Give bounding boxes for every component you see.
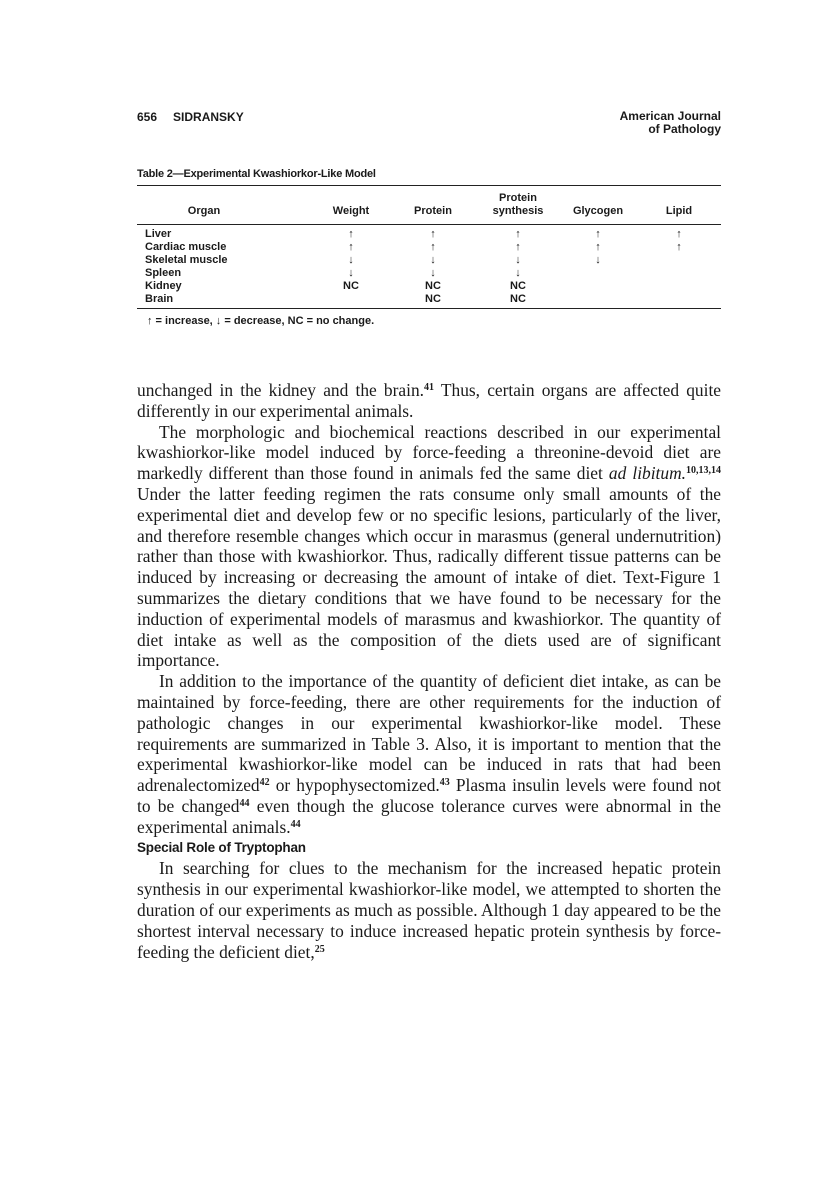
cell-organ: Spleen — [145, 267, 182, 279]
text-span: or hypophysectomized. — [269, 775, 440, 796]
cell-glycogen: ↓ — [595, 254, 601, 266]
cell-organ: Skeletal muscle — [145, 254, 228, 266]
table-row — [137, 241, 721, 254]
cell-lipid: ↑ — [676, 241, 682, 253]
text-span: even though the glucose tolerance curves were abnormal in the experimental animals. — [137, 795, 722, 837]
author-name: SIDRANSKY — [173, 110, 244, 124]
paragraph-2 — [137, 422, 721, 672]
text-span: In addition to the importance of the quantity of deficient diet intake, as can be maintained by force-feeding, there are other requirements for the induction of pathologic changes in our experimental kwashiorkor-like model. These requirements are summarized in Table 3. Also, it is important to mention that the experimental kwashiorkor-like model can be induced in rats that had been adrenalectomized — [137, 671, 721, 796]
col-header-weight: Weight — [332, 205, 370, 217]
cell-protein: ↓ — [430, 254, 436, 266]
table-row — [137, 254, 721, 267]
cell-protein: NC — [425, 293, 441, 305]
paragraph-4 — [137, 858, 721, 962]
journal-name-line1: American Journal — [619, 109, 721, 123]
cell-weight: ↑ — [348, 241, 354, 253]
col-header-synthesis-line2: synthesis — [492, 205, 544, 217]
italic-term: ad libitum. — [608, 463, 686, 484]
cell-glycogen: ↑ — [595, 228, 601, 240]
cell-protein-synthesis: NC — [510, 293, 526, 305]
table-caption: Table 2—Experimental Kwashiorkor-Like Model — [137, 168, 376, 180]
cell-protein: ↑ — [430, 228, 436, 240]
journal-name-line2: of Pathology — [648, 122, 721, 136]
paragraph-3 — [137, 671, 721, 837]
reference-superscript: 10,13,14 — [686, 465, 721, 477]
cell-protein: ↓ — [430, 267, 436, 279]
col-header-protein-synthesis — [475, 192, 561, 218]
paragraph-1 — [137, 380, 721, 422]
cell-weight: ↑ — [348, 228, 354, 240]
reference-superscript: 43 — [439, 777, 450, 789]
table-row — [137, 228, 721, 241]
table-bottom-rule — [137, 308, 721, 309]
cell-weight: ↓ — [348, 267, 354, 279]
cell-protein-synthesis: ↑ — [515, 241, 521, 253]
data-table — [137, 185, 721, 327]
text-span: Plasma insulin levels were found not to be changed — [137, 775, 721, 816]
reference-superscript: 44 — [290, 818, 301, 830]
reference-superscript: 41 — [424, 382, 435, 393]
col-header-protein: Protein — [414, 205, 452, 217]
page-number: 656 — [137, 110, 158, 124]
cell-organ: Brain — [145, 293, 174, 305]
section-heading: Special Role of Tryptophan — [137, 839, 306, 855]
cell-glycogen: ↑ — [595, 241, 601, 253]
table-row — [137, 280, 721, 293]
reference-superscript: 44 — [239, 797, 250, 809]
table-header-row — [137, 186, 721, 224]
cell-protein-synthesis: NC — [510, 280, 526, 292]
cell-lipid: ↑ — [676, 228, 682, 240]
cell-protein: ↑ — [430, 241, 436, 253]
cell-protein: NC — [425, 280, 441, 292]
table-row — [137, 267, 721, 280]
reference-superscript: 42 — [259, 777, 270, 789]
cell-weight: ↓ — [348, 254, 354, 266]
col-header-lipid: Lipid — [665, 205, 693, 217]
cell-organ: Cardiac muscle — [145, 241, 227, 253]
reference-superscript: 25 — [314, 943, 325, 955]
header-left — [137, 110, 260, 124]
table-row — [137, 293, 721, 306]
text-span: Under the latter feeding regimen the rats consume only small amounts of the experimental diet and develop few or no specific lesions, particularly of the liver, and therefore resemble changes which occur in marasmus (general undernutrition) rather than those with kwashiorkor. Thus, radically different tissue patterns can be induced by increasing or decreasing the amount of intake of diet. Text-Figure 1 summarizes the dietary conditions that we have found to be necessary for the induction of experimental models of marasmus and kwashiorkor. The quantity of diet intake as well as the composition of the diets used are of significant importance. — [137, 483, 721, 671]
text-span: Thus, certain organs are affected quite differently in our experimental animals. — [137, 380, 721, 421]
col-header-glycogen: Glycogen — [572, 205, 624, 217]
col-header-organ: Organ — [187, 205, 221, 217]
cell-protein-synthesis: ↓ — [515, 254, 521, 266]
journal-name — [620, 110, 721, 136]
body-text — [137, 380, 721, 962]
col-header-synthesis-line1: Protein — [499, 192, 537, 204]
table-footnote: ↑ = increase, ↓ = decrease, NC = no change. — [147, 315, 375, 327]
text-span: unchanged in the kidney and the brain. — [137, 380, 425, 400]
table-body — [137, 225, 721, 308]
text-span: The morphologic and biochemical reactions described in our experimental kwashiorkor-like model induced by force-feeding a threonine-devoid diet are markedly different than those found in animals fed the same diet — [137, 421, 721, 484]
cell-protein-synthesis: ↓ — [515, 267, 521, 279]
cell-organ: Kidney — [145, 280, 182, 292]
cell-weight: NC — [343, 280, 359, 292]
cell-organ: Liver — [145, 228, 172, 240]
text-span: In searching for clues to the mechanism for the increased hepatic protein synthesis in our experimental kwashiorkor-like model, we attempted to shorten the duration of our experiments as much as possible. Although 1 day appeared to be the shortest interval necessary to induce increased hepatic protein synthesis by force-feeding the deficient diet, — [137, 858, 721, 962]
cell-protein-synthesis: ↑ — [515, 228, 521, 240]
